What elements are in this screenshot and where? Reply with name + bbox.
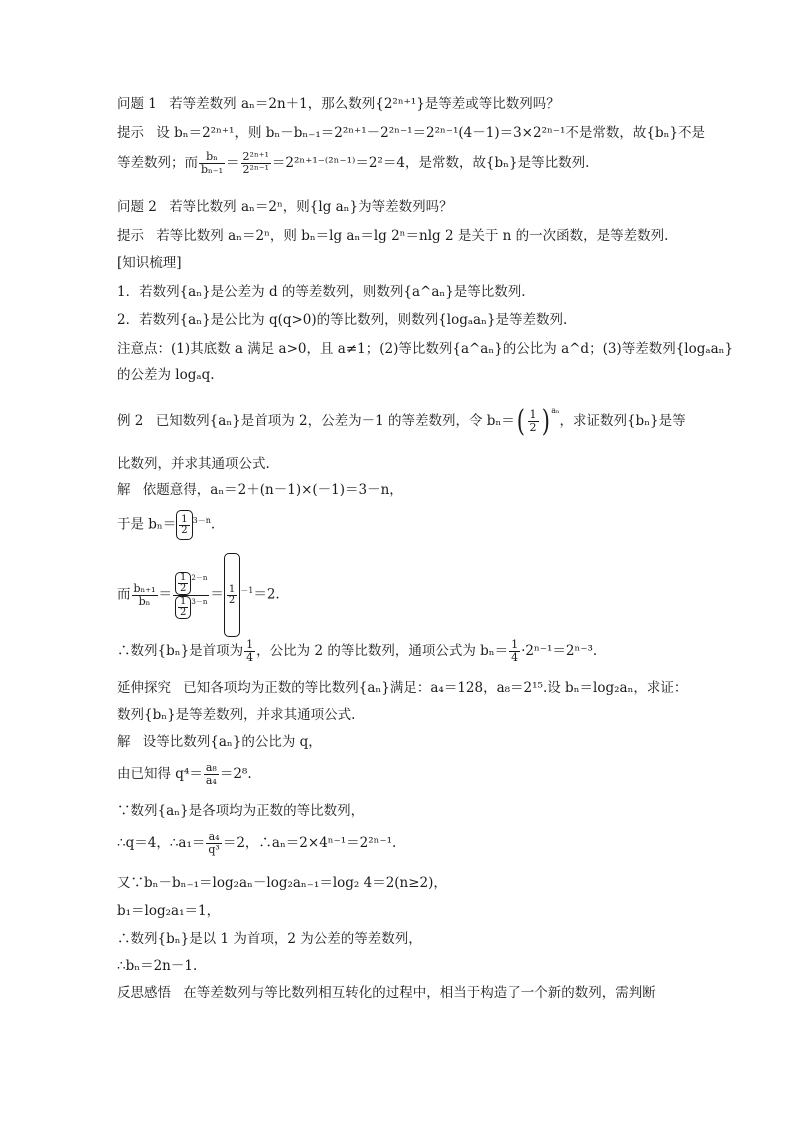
- exponent-an: aₙ: [551, 406, 560, 415]
- tip-1-line-2: 等差数列；而 $\frac{\text{bₙ}}{\text{bₙ₋₁}}$ ＝ $\frac{\text{2²ⁿ⁺¹}}{\text{2²ⁿ⁻¹}}$ ＝2²ⁿ⁺¹⁻⁽²ⁿ⁻¹⁾＝2²＝4，是常数，故{bₙ}是等比数列.: [117, 150, 590, 176]
- solution-2-line-2: [117, 759, 252, 789]
- knowledge-note-2: 的公差为 logₐq.: [117, 367, 215, 383]
- example-2-label: 例 2: [117, 413, 144, 429]
- knowledge-heading: [知识梳理]: [117, 255, 182, 271]
- question-2-label: 问题 2: [117, 199, 157, 215]
- example-2-text-1: 已知数列{aₙ}是首项为 2，公差为－1 的等差数列，令 bₙ＝: [155, 413, 515, 429]
- fraction-a4-over-q3: $\frac{\text{a₄}}{\text{q³}}$: [208, 830, 220, 856]
- solution-1-text-6: ，公比为 2 的等比数列，通项公式为 bₙ＝: [256, 643, 509, 659]
- solution-2-line-1: [117, 733, 322, 751]
- fraction-half: $\frac{1}{2}$: [529, 408, 537, 434]
- question-1-label: 问题 1: [117, 96, 157, 112]
- fraction-quarter: $\frac{1}{4}$: [246, 638, 254, 664]
- reflection-text: 在等差数列与等比数列相互转化的过程中，相当于构造了一个新的数列，需判断: [183, 985, 656, 1001]
- solution-2-text-2: 由已知得 q⁴＝: [117, 766, 203, 782]
- solution-1-text-7: ·2ⁿ⁻¹＝2ⁿ⁻³.: [521, 643, 598, 659]
- solution-1-line-3: 而 $\frac{\text{bₙ₊₁}}{\text{bₙ}}$ ＝ $\frac{1}{2}$ $^{2-n}$ $\frac{1}{2}$ $^{3-n}$ ＝ $\frac{1}{2}$ $^{-1}$＝2.: [117, 553, 280, 638]
- knowledge-item-2: 2．若数列{aₙ}是公比为 q(q>0)的等比数列，则数列{logₐaₙ}是等差数列.: [117, 312, 568, 328]
- fraction-bn1-over-bn: $\frac{\text{bₙ₊₁}}{\text{bₙ}}$: [133, 581, 156, 608]
- solution-1-text-5: ∴数列{bₙ}是首项为: [117, 643, 244, 659]
- example-2-line-1: 例 2 已知数列{aₙ}是首项为 2，公差为－1 的等差数列，令 bₙ＝( $\frac{1}{2}$ ) $^{a_n}$，求证数列{bₙ}是等: [117, 403, 686, 439]
- extension-label: 延伸探究: [117, 680, 171, 696]
- solution-1-text-3: 而: [117, 586, 131, 603]
- solution-2-line-3: ∵数列{aₙ}是各项均为正数的等比数列，: [117, 803, 365, 819]
- fraction-power-ratio: $\frac{\text{2²ⁿ⁺¹}}{\text{2²ⁿ⁻¹}}$: [242, 150, 269, 176]
- solution-1-line-4: [117, 637, 597, 665]
- tip-1-text-2: 等差数列；而: [117, 155, 198, 171]
- tip-1-text-1: 设 bₙ＝2²ⁿ⁺¹，则 bₙ－bₙ₋₁＝2²ⁿ⁺¹－2²ⁿ⁻¹＝2²ⁿ⁻¹(4－1)＝3×2²ⁿ⁻¹不是常数，故{bₙ}不是: [156, 125, 706, 141]
- fraction-bn-over-bn1: $\frac{\text{bₙ}}{\text{bₙ₋₁}}$: [201, 150, 224, 176]
- solution-1-line-1: [117, 481, 403, 499]
- knowledge-item-1: 1．若数列{aₙ}是公差为 d 的等差数列，则数列{a^aₙ}是等比数列.: [117, 284, 526, 300]
- knowledge-note-1: 注意点：(1)其底数 a 满足 a>0，且 a≠1；(2)等比数列{a^aₙ}的公比为 a^d；(3)等差数列{logₐaₙ}: [117, 341, 734, 357]
- question-2: [117, 198, 453, 216]
- fraction-ratio-powers: $\frac{1}{2}$ $^{2-n}$ $\frac{1}{2}$ $^{3-n}$: [173, 572, 209, 619]
- extension-text-1: 已知各项均为正数的等比数列{aₙ}满足：a₄＝128，a₈＝2¹⁵.设 bₙ＝log₂aₙ，求证：: [183, 680, 688, 696]
- solution-1-label: 解: [117, 482, 131, 498]
- solution-2-line-8: ∴bₙ＝2n－1.: [117, 958, 198, 974]
- fraction-half-2: $\frac{1}{2}$: [181, 514, 188, 536]
- extension-line-2: 数列{bₙ}是等差数列，并求其通项公式.: [117, 707, 356, 723]
- tip-1-text-3: ＝2²ⁿ⁺¹⁻⁽²ⁿ⁻¹⁾＝2²＝4，是常数，故{bₙ}是等比数列.: [271, 155, 590, 171]
- question-1-text: 若等差数列 aₙ＝2n＋1，那么数列{2²ⁿ⁺¹}是等差或等比数列吗？: [169, 96, 560, 112]
- example-2-line-2: 比数列，并求其通项公式.: [117, 456, 270, 472]
- solution-1-text-1: 依题意得，aₙ＝2＋(n－1)×(－1)＝3－n，: [142, 482, 403, 498]
- solution-2-line-4: [117, 827, 396, 859]
- solution-2-line-6: b₁＝log₂a₁＝1，: [117, 903, 221, 919]
- tip-1-line-1: [117, 124, 705, 142]
- tip-2: [117, 227, 668, 245]
- solution-1-text-4: ＝2.: [253, 586, 280, 603]
- tip-1-label: 提示: [117, 125, 144, 141]
- solution-2-line-7: ∴数列{bₙ}是以 1 为首项，2 为公差的等差数列，: [117, 931, 422, 947]
- example-2-text-2: ，求证数列{bₙ}是等: [559, 413, 686, 429]
- question-1: [117, 95, 560, 113]
- solution-2-text-5: ＝2，∴aₙ＝2×4ⁿ⁻¹＝2²ⁿ⁻¹.: [222, 835, 397, 851]
- solution-1-line-2: 于是 bₙ＝ $\frac{1}{2}$ $^{3-n}$.: [117, 510, 215, 541]
- fraction-quarter-2: $\frac{1}{4}$: [511, 638, 519, 664]
- reflection-label: 反思感悟: [117, 985, 171, 1001]
- solution-2-text-1: 设等比数列{aₙ}的公比为 q，: [142, 734, 322, 750]
- solution-2-label: 解: [117, 734, 131, 750]
- solution-2-text-4: ∴q＝4，∴a₁＝: [117, 835, 206, 851]
- solution-1-text-2: 于是 bₙ＝: [117, 516, 177, 533]
- reflection: [117, 984, 656, 1002]
- extension-line-1: [117, 679, 687, 697]
- question-2-text: 若等比数列 aₙ＝2ⁿ，则{lg aₙ}为等差数列吗？: [169, 199, 453, 215]
- solution-2-line-5: 又∵bₙ－bₙ₋₁＝log₂aₙ－log₂aₙ₋₁＝log₂ 4＝2(n≥2)，: [117, 875, 447, 891]
- fraction-a8-over-a4: $\frac{\text{a₈}}{\text{a₄}}$: [205, 761, 217, 787]
- tip-2-text: 若等比数列 aₙ＝2ⁿ，则 bₙ＝lg aₙ＝lg 2ⁿ＝nlg 2 是关于 n 的一次函数，是等差数列.: [156, 228, 669, 244]
- solution-2-text-3: ＝2⁸.: [219, 766, 252, 782]
- tip-2-label: 提示: [117, 228, 144, 244]
